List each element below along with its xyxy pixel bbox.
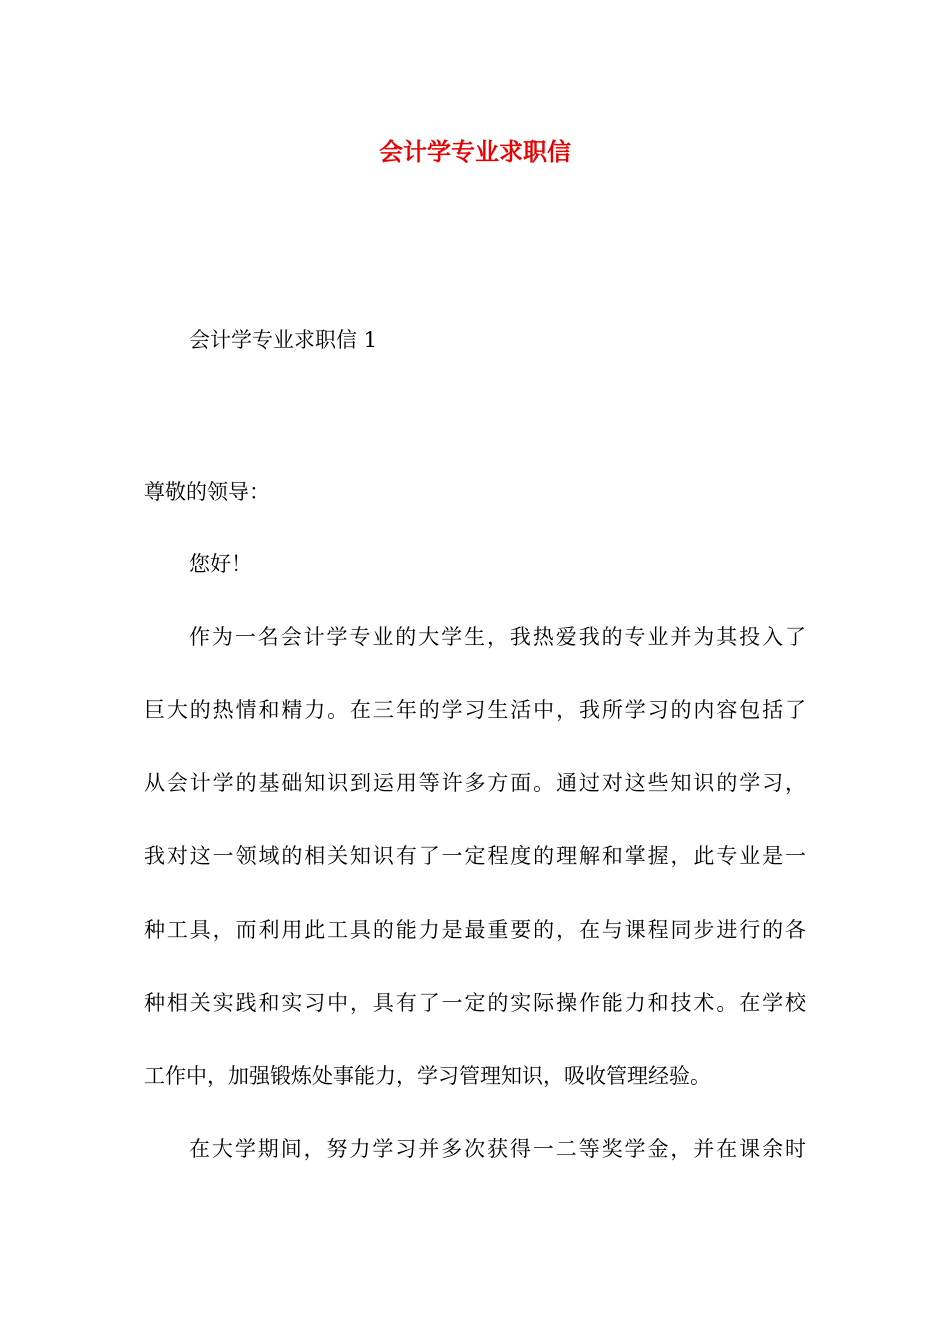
body-line: 作为一名会计学专业的大学生，我热爱我的专业并为其投入了 — [189, 625, 806, 649]
body-line: 工作中，加强锻炼处事能力，学习管理知识，吸收管理经验。 — [144, 1064, 711, 1088]
section-heading: 会计学专业求职信 1 — [189, 328, 378, 352]
body-line: 种相关实践和实习中，具有了一定的实际操作能力和技术。在学校 — [144, 991, 806, 1015]
body-line: 我对这一领域的相关知识有了一定程度的理解和掌握，此专业是一 — [144, 844, 806, 868]
body-line: 种工具，而利用此工具的能力是最重要的，在与课程同步进行的各 — [144, 918, 806, 942]
document-title: 会计学专业求职信 — [379, 137, 571, 166]
body-line: 在大学期间，努力学习并多次获得一二等奖学金，并在课余时 — [189, 1137, 806, 1161]
body-line: 从会计学的基础知识到运用等许多方面。通过对这些知识的学习， — [144, 771, 806, 795]
salutation: 尊敬的领导： — [144, 480, 270, 504]
body-line: 巨大的热情和精力。在三年的学习生活中，我所学习的内容包括了 — [144, 698, 806, 722]
greeting: 您好！ — [189, 552, 252, 576]
